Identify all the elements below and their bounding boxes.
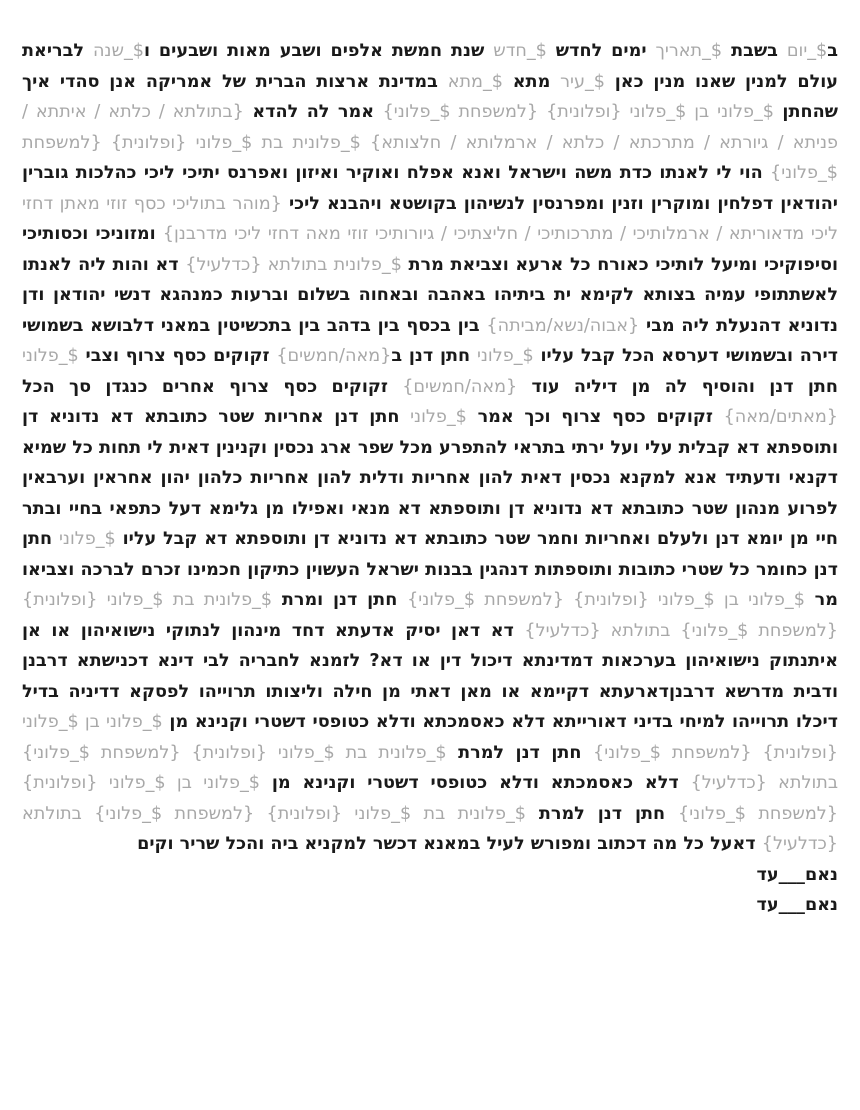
text-segment: הוי לי לאנתו כדת משה וישראל ואנא אפלח ואוקיר ואיזון ואפרנס יתיכי ליכי כהלכות גוברין יהודאין דפלחין ומוקרין וזנין ומפרנסין לנשיהון בקושטא ויהבנא ליכי — [22, 163, 838, 214]
text-segment: דא והות ליה לאנתו לאשתתופי עמיה בצותא לקימא ית ביתיהו באהבה ובאחוה בשלום וברעות כמנהגא דנשי יהודאן ודן נדוניא דהנעלת ליה מבי — [22, 254, 838, 336]
text-segment: אמר לה להדא — [243, 102, 383, 122]
placeholder-field: $_פלוני — [59, 529, 116, 549]
placeholder-field: $_פלוני — [22, 346, 79, 366]
placeholder-field: $_פלונית בת $_פלוני {ופלונית} {למשפחת $_פלוני} בתולתא {כדלעיל} — [22, 803, 838, 854]
text-segment: דלא כאסמכתא ודלא כטופסי דשטרי וקנינא מן — [259, 773, 691, 793]
ketubah-document — [22, 36, 838, 921]
placeholder-field: $_תאריך — [655, 41, 723, 61]
witness-signature-line: נאם___עד — [756, 864, 838, 885]
text-segment: חתן דנן למרת — [525, 803, 679, 824]
placeholder-field: $_חדש — [493, 41, 547, 61]
text-segment: זקוקים כסף צרוף וכך אמר — [466, 407, 724, 427]
text-segment: מתא — [502, 71, 561, 92]
text-segment: חתן דנן והוסיף לה מן דיליה עוד — [517, 376, 838, 397]
placeholder-field: {מוהר בתוליכי כסף זוזי מאתן דחזי ליכי מדאוריתא / ארמלותיכי / מתרכותיכי / חליצתיכי / גיורותיכי זוזי מאה דחזי ליכי מדרבנן} — [22, 193, 838, 244]
text-segment: לבריאת עולם למנין שאנו מנין כאן — [22, 41, 839, 92]
placeholder-field: $_פלונית בתולתא {כדלעיל} — [185, 254, 402, 275]
placeholder-field: {מאה/חמשים} — [276, 346, 392, 366]
document-body-paragraph — [22, 36, 838, 860]
placeholder-field: $_פלוני בן $_פלוני {ופלונית} {למשפחת $_פלוני} — [22, 773, 838, 824]
text-segment: זקוקים כסף צרוף אחרים כנגדן סך הכל — [22, 376, 403, 397]
placeholder-field: $_פלוני בן $_פלוני {ופלונית} {למשפחת $_פלוני} — [407, 590, 805, 610]
text-segment: חתן דנן ב — [391, 346, 477, 366]
placeholder-field: {מאה/חמשים} — [402, 376, 518, 397]
text-segment: שנת חמשת אלפים ושבע מאות ושבעים ו — [143, 41, 494, 61]
placeholder-field: $_שנה — [92, 41, 144, 61]
text-segment: חתן דנן למרת — [446, 742, 593, 763]
placeholder-field: $_עיר — [560, 71, 605, 92]
text-segment: ב — [827, 41, 838, 61]
text-segment: במדינת ארצות הברית של אמריקה אנן סהדי איך שהחתן — [22, 71, 839, 122]
witness-signatures — [22, 860, 838, 921]
placeholder-field: $_פלוני — [410, 407, 467, 427]
text-segment: ומזוניכי וכסותיכי וסיפוקיכי ומיעל לותיכי כאורח כל ארעא וצביאת מרת — [22, 224, 839, 275]
placeholder-field: $_יום — [786, 41, 828, 61]
text-segment: בין בכסף בין בדהב בין בתכשיטין במאני דלבושא בשמושי דירה ובשמושי דערסא הכל קבל עליו — [22, 315, 839, 366]
placeholder-field: $_מתא — [447, 71, 503, 92]
placeholder-field: {אבוה/נשא/מביתה} — [486, 315, 640, 336]
placeholder-field: {מאתים/מאה} — [723, 407, 838, 427]
text-segment: בשבת — [722, 41, 787, 61]
text-segment: זקוקים כסף צרוף וצבי — [78, 346, 277, 366]
placeholder-field: $_פלוני — [476, 346, 534, 366]
text-segment: דא דאן יסיק אדעתא דחד מינהון לנתוקי נישואיהון או אן איתנתוק נישואיהון בערכאות דמדינתא דיכול דין או דא? לזמנא לחבריה לבי דינא דכנישתא דרבנן ודבית מדרשא דרבנןדארעתא דקיימא או מאן דאתי מן חילה וליצותו תרוייהו לפסקא דדיניה בדיל דיכלו תרוייהו למיחי בדיני דאורייתא דלא כאסמכתא ודלא כטופסי דשטרי וקנינא מן — [22, 620, 838, 732]
placeholder-field: $_פלוני בן $_פלוני {ופלונית} {למשפחת $_פלוני} — [382, 102, 774, 122]
placeholder-field: $_פלונית בת $_פלוני {ופלונית} {למשפחת $_פלוני} בתולתא {כדלעיל} — [22, 590, 838, 641]
witness-signature-line: נאם___עד — [756, 895, 838, 915]
text-segment: חתן דנן כחומר כל שטרי כתובות ותוספתות דנהגין בבנות ישראל העשוין כתיקון חכמינו זכרם לברכה וצביאו מר — [22, 529, 838, 610]
text-segment: חתן דנן אחריות שטר כתובתא דא נדוניא דן ותוספתא דא קבלית עלי ועל ירתי בתראי להתפרע מכל שפר ארג נכסין וקנינין דאית לי תחות כל שמיא דקנאי ודעתיד אנא למקנא נכסין דאית להון אחריות ודלית להון אחריות כלהון יהון אחראין וערבאין לפרוע מנהון שטר כתובתא דא נדוניא דן ותוספתא דא מנאי ואפילו מן גלימא דעל כתפאי בחיי ובתר חיי מן יומא דנן ולעלם ואחריות וחמר שטר כתובתא דא נדוניא דן ותוספתא דא קבל עליו — [22, 407, 838, 549]
text-segment: חתן דנן ומרת — [272, 590, 408, 610]
placeholder-field: {בתולתא / כלתא / איתתא / פניתא / גיורתא / מתרכתא / כלתא / ארמלותא / חלצותא} $_פלונית בת $_פלוני {ופלונית} {למשפחת $_פלוני} — [22, 102, 838, 183]
text-segment: ימים לחדש — [546, 41, 656, 61]
placeholder-field: $_פלוני בן $_פלוני {ופלונית} {למשפחת $_פלוני} — [22, 712, 838, 763]
text-segment: דאעל כל מה דכתוב ומפורש לעיל במאנא דכשר למקניא ביה והכל שריר וקים — [137, 834, 762, 854]
placeholder-field: $_פלונית בת $_פלוני {ופלונית} {למשפחת $_פלוני} בתולתא {כדלעיל} — [22, 742, 839, 793]
